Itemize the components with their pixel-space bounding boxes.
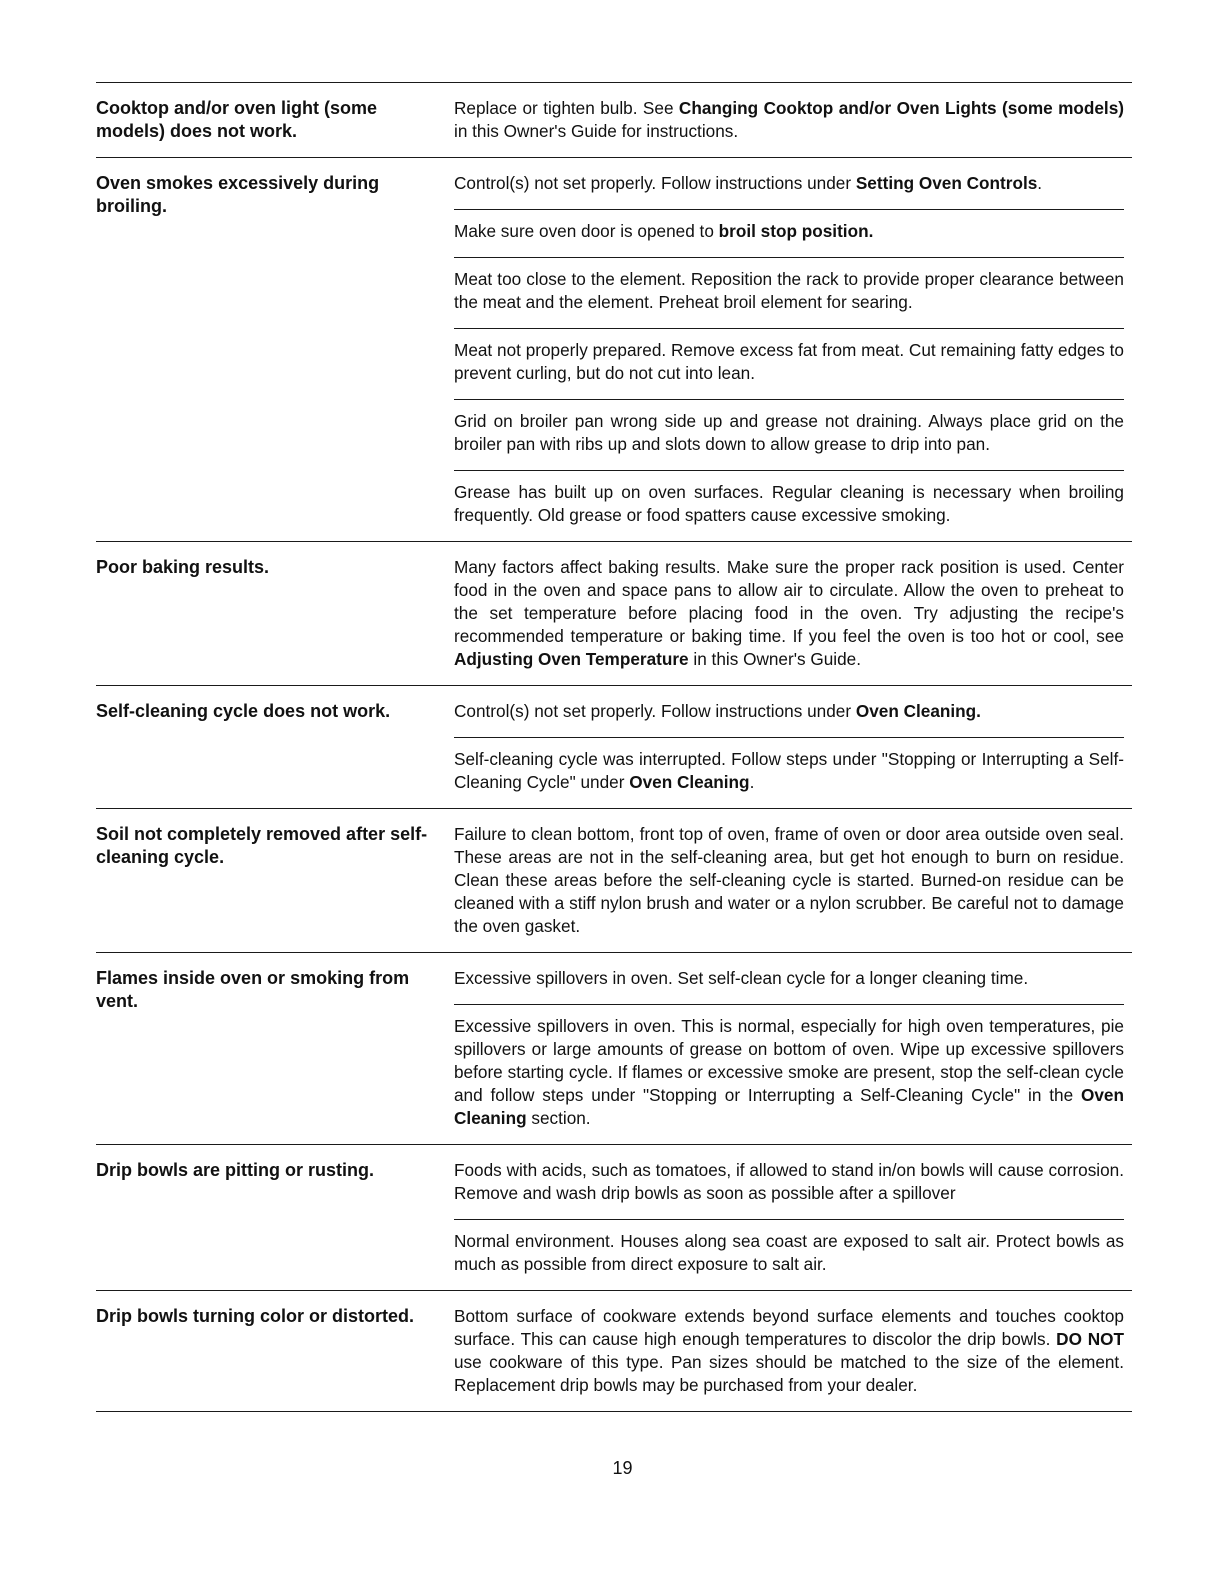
text-segment: Replace or tighten bulb. See <box>454 98 679 118</box>
problem-text: Cooktop and/or oven light (some models) does not work. <box>96 98 378 141</box>
text-segment: section. <box>526 1108 591 1128</box>
problem-text: Poor baking results. <box>96 557 270 577</box>
solutions-list <box>454 823 1132 952</box>
problem-text: Drip bowls turning color or distorted. <box>96 1306 414 1326</box>
solutions-list <box>454 172 1132 541</box>
problem-text: Soil not completely removed after self-cleaning cycle. <box>96 824 428 867</box>
solution-text <box>454 209 1124 257</box>
text-segment: Bottom surface of cookware extends beyond surface elements and touches cooktop surface. This can cause high enough temperatures to discolor the drip bowls. <box>454 1306 1124 1349</box>
emphasis-text: Adjusting Oven Temperature <box>454 649 689 669</box>
solution-text <box>454 172 1124 209</box>
text-segment: Make sure oven door is opened to <box>454 221 719 241</box>
solutions-list <box>454 1305 1132 1411</box>
emphasis-text: broil stop position. <box>718 221 874 241</box>
troubleshooting-row <box>96 157 1132 541</box>
text-segment: Failure to clean bottom, front top of oven, frame of oven or door area outside oven seal. These areas are not in the self-cleaning area, but get hot enough to burn on residue. Clean these areas before the self-cleaning cycle is started. Burned-on residue can be cleaned with a stiff nylon brush and water or a nylon scrubber. Be careful not to damage the oven gasket. <box>454 824 1124 936</box>
solution-text <box>454 257 1124 328</box>
solution-text <box>454 1159 1124 1219</box>
solution-text <box>454 328 1124 399</box>
troubleshooting-table <box>96 82 1132 1412</box>
troubleshooting-row <box>96 1290 1132 1411</box>
text-segment: Meat too close to the element. Reposition the rack to provide proper clearance between the meat and the element. Preheat broil element for searing. <box>454 269 1124 312</box>
bottom-rule <box>96 1411 1132 1412</box>
text-segment: Normal environment. Houses along sea coast are exposed to salt air. Protect bowls as much as possible from direct exposure to salt air. <box>454 1231 1124 1274</box>
text-segment: . <box>749 772 755 792</box>
text-segment: use cookware of this type. Pan sizes should be matched to the size of the element. Replacement drip bowls may be purchased from your dealer. <box>454 1352 1124 1395</box>
emphasis-text: Changing Cooktop and/or Oven Lights (some models) <box>678 98 1124 118</box>
solutions-list <box>454 1159 1132 1290</box>
text-segment: Meat not properly prepared. Remove excess fat from meat. Cut remaining fatty edges to prevent curling, but do not cut into lean. <box>454 340 1124 383</box>
text-segment: in this Owner's Guide. <box>688 649 861 669</box>
text-segment: Grid on broiler pan wrong side up and grease not draining. Always place grid on the broiler pan with ribs up and slots down to allow grease to drip into pan. <box>454 411 1124 454</box>
text-segment: Many factors affect baking results. Make sure the proper rack position is used. Center food in the oven and space pans to allow air to circulate. Allow the oven to preheat to the set temperature before placing food in the oven. Try adjusting the recipe's recommended temperature or baking time. If you feel the oven is too hot or cool, see <box>454 557 1124 646</box>
solution-text <box>454 967 1124 1004</box>
text-segment: Excessive spillovers in oven. This is normal, especially for high oven temperatures, pie spillovers or large amounts of grease on bottom of oven. Wipe up excessive spillovers before starting cycle. If flames or excessive smoke are present, stop the self-clean cycle and follow steps under "Stopping or Interrupting a Self-Cleaning Cycle" in the <box>454 1016 1124 1105</box>
solution-text <box>454 823 1124 952</box>
solutions-list <box>454 97 1132 157</box>
emphasis-text: DO NOT <box>1056 1329 1124 1349</box>
solution-text <box>454 556 1124 685</box>
emphasis-text: Oven Cleaning <box>454 1085 1124 1128</box>
solutions-list <box>454 700 1132 808</box>
solution-text <box>454 1004 1124 1144</box>
text-segment: Foods with acids, such as tomatoes, if allowed to stand in/on bowls will cause corrosion. Remove and wash drip bowls as soon as possible after a spillover <box>454 1160 1124 1203</box>
troubleshooting-row <box>96 82 1132 157</box>
text-segment: Grease has built up on oven surfaces. Regular cleaning is necessary when broiling frequently. Old grease or food spatters cause excessive smoking. <box>454 482 1124 525</box>
text-segment: Excessive spillovers in oven. Set self-clean cycle for a longer cleaning time. <box>454 968 1029 988</box>
problem-text: Oven smokes excessively during broiling. <box>96 173 380 216</box>
text-segment: Control(s) not set properly. Follow instructions under <box>454 173 856 193</box>
troubleshooting-row <box>96 952 1132 1144</box>
problem-text: Self-cleaning cycle does not work. <box>96 701 391 721</box>
troubleshooting-row <box>96 1144 1132 1290</box>
solution-text <box>454 1219 1124 1290</box>
text-segment: . <box>1037 173 1043 193</box>
emphasis-text: Setting Oven Controls <box>855 173 1038 193</box>
solution-text <box>454 97 1124 157</box>
text-segment: Control(s) not set properly. Follow instructions under <box>454 701 856 721</box>
troubleshooting-row <box>96 541 1132 685</box>
text-segment: Self-cleaning cycle was interrupted. Follow steps under "Stopping or Interrupting a Self-Cleaning Cycle" under <box>454 749 1124 792</box>
emphasis-text: Oven Cleaning. <box>855 701 981 721</box>
emphasis-text: Oven Cleaning <box>629 772 750 792</box>
page-number: 19 <box>612 1458 633 1478</box>
troubleshooting-row <box>96 808 1132 952</box>
solution-text <box>454 700 1124 737</box>
solutions-list <box>454 556 1132 685</box>
solutions-list <box>454 967 1132 1144</box>
troubleshooting-row <box>96 685 1132 808</box>
problem-text: Drip bowls are pitting or rusting. <box>96 1160 375 1180</box>
text-segment: in this Owner's Guide for instructions. <box>454 121 739 141</box>
solution-text <box>454 1305 1124 1411</box>
solution-text <box>454 399 1124 470</box>
solution-text <box>454 470 1124 541</box>
solution-text <box>454 737 1124 808</box>
problem-text: Flames inside oven or smoking from vent. <box>96 968 410 1011</box>
